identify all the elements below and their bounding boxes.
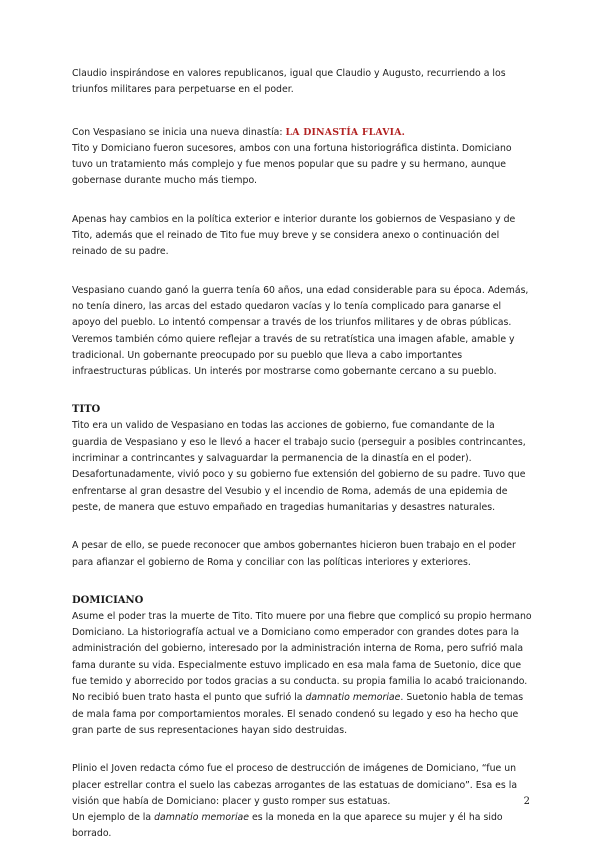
page-number: 2	[523, 796, 530, 807]
damnatio-term: damnatio memoriae	[305, 692, 401, 704]
section-heading-tito: TITO	[72, 404, 101, 416]
paragraph-coin-example	[72, 810, 532, 843]
coin-text-b: es la moneda en la que aparece su mujer y él ha sido borrado.	[72, 812, 503, 840]
paragraph-intro-claudio: Claudio inspirándose en valores republicanos, igual que Claudio y Augusto, recurriendo a los triunfos militares para perpetuarse en el poder.	[72, 68, 506, 96]
paragraph-damnatio	[72, 690, 532, 739]
paragraph-new-dynasty	[72, 125, 532, 141]
dynasty-title-highlight: LA DINASTÍA FLAVIA.	[285, 126, 406, 138]
document-body	[72, 66, 532, 843]
paragraph-domiciano: Asume el poder tras la muerte de Tito. Tito muere por una fiebre que complicó su propio hermano Domiciano. La historiografía actual ve a Domiciano como emperador con grandes dotes para la administración del gobierno, interesado por la administración interna de Roma, pero sufrió mala fama durante su vida. Especialmente estuvo implicado en esa mala fama de Suetonio, dice que fue temido y aborrecido por todos gracias a su conducta. su propia familia lo acabó traicionando.	[72, 610, 532, 688]
coin-text-a: Un ejemplo de la	[72, 812, 155, 824]
paragraph-both-rulers: A pesar de ello, se puede reconocer que ambos gobernantes hicieron buen trabajo en el poder para afianzar el gobierno de Roma y conciliar con las políticas interiores y exteriores.	[72, 540, 516, 568]
paragraph-successors: Tito y Domiciano fueron sucesores, ambos con una fortuna historiográfica distinta. Domiciano tuvo un tratamiento más complejo y fue menos popular que su padre y su hermano, aunque gobernase durante mucho más tiempo.	[72, 142, 512, 187]
section-heading-domiciano: DOMICIANO	[72, 594, 144, 606]
paragraph-plinio: Plinio el Joven redacta cómo fue el proceso de destrucción de imágenes de Domiciano, “fue un placer estrellar contra el suelo las cabezas arrogantes de las estatuas de domiciano”. Esa es la visión que había de Domiciano: placer y gusto romper sus estatuas.	[72, 763, 518, 807]
paragraph-tito: Tito era un valido de Vespasiano en todas las acciones de gobierno, fue comandante de la guardia de Vespasiano y eso le llevó a hacer el trabajo sucio (perseguir a posibles contrincantes, incriminar a contrincantes y salvaguardar la permanencia de la dinastía en el poder). Desafortunadamente, vivió poco y su gobierno fue extensión del gobierno de su padre. Tuvo que enfrentarse al gran desastre del Vesubio y el incendio de Roma, además de una epidemia de peste, de manera que estuvo empañado en tragedias humanitarias y desastres naturales.	[72, 420, 526, 513]
coin-damnatio-term: damnatio memoriae	[154, 812, 250, 824]
damnatio-text-b: . Suetonio habla de temas de mala fama por comportamientos morales. El senado condenó su legado y eso ha hecho que gran parte de sus representaciones hayan sido destruidas.	[72, 692, 524, 736]
dynasty-intro-text: Con Vespasiano se inicia una nueva dinastía:	[72, 126, 286, 138]
damnatio-text-a: No recibió buen trato hasta el punto que sufrió la	[72, 692, 306, 704]
paragraph-vespasiano: Vespasiano cuando ganó la guerra tenía 60 años, una edad considerable para su época. Además, no tenía dinero, las arcas del estado quedaron vacías y lo tenía complicado para ganarse el apoyo del pueblo. Lo intentó compensar a través de los triunfos militares y de obras públicas. Veremos también cómo quiere reflejar a través de su retratística una imagen afable, amable y tradicional. Un gobernante preocupado por su pueblo que lleva a cabo importantes infraestructuras públicas. Un interés por mostrarse como gobernante cercano a su pueblo.	[72, 284, 529, 378]
paragraph-policy: Apenas hay cambios en la política exterior e interior durante los gobiernos de Vespasiano y de Tito, además que el reinado de Tito fue muy breve y se considera anexo o continuación del reinado de su padre.	[72, 213, 516, 258]
